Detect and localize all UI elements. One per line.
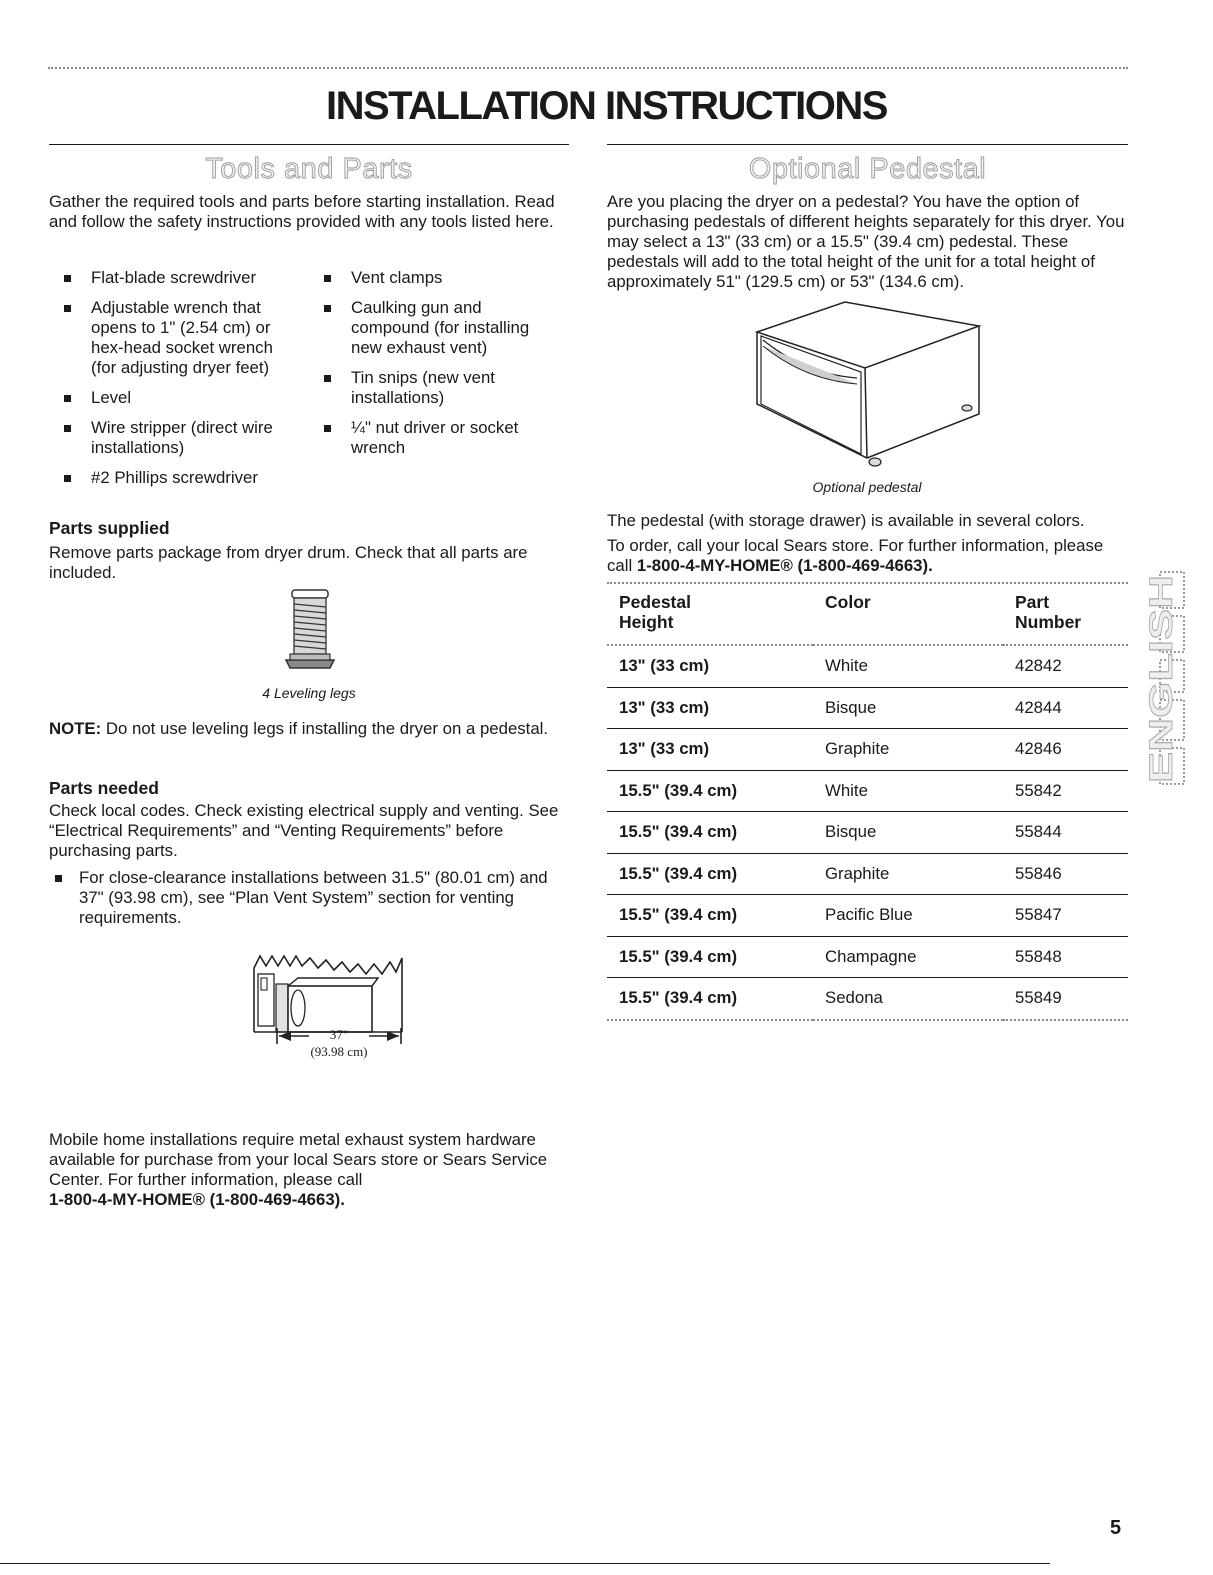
table-row (607, 978, 1128, 1020)
parts-supplied-heading: Parts supplied (49, 518, 170, 538)
side-tab-text: ENGLISH (1143, 640, 1179, 783)
cell-color: Graphite (813, 729, 1003, 771)
cell-height: 13" (33 cm) (607, 645, 813, 687)
page-title: INSTALLATION INSTRUCTIONS (326, 84, 887, 128)
tool-item: Flat-blade screwdriver (58, 268, 298, 288)
clearance-dim-inches: 37" (329, 1027, 349, 1042)
table-row (607, 936, 1128, 978)
side-language-tab (1143, 568, 1192, 790)
cell-height: 15.5" (39.4 cm) (607, 936, 813, 978)
pedestal-order-body: To order, call your local Sears store. For further information, please call (607, 536, 1104, 575)
cell-height: 13" (33 cm) (607, 687, 813, 729)
leveling-leg-icon (282, 588, 338, 676)
mobile-home-body: Mobile home installations require metal exhaust system hardware available for purchase from your local Sears store or Sears Service Center. For further information, please call (49, 1130, 548, 1189)
table-row (607, 729, 1128, 771)
cell-height: 13" (33 cm) (607, 729, 813, 771)
cell-color: Bisque (813, 687, 1003, 729)
clearance-dim-metric: (93.98 cm) (310, 1044, 368, 1059)
cell-part: 42844 (1003, 687, 1128, 729)
col-header-height (607, 592, 813, 645)
clearance-dimension (275, 1028, 403, 1070)
cell-part: 55847 (1003, 895, 1128, 937)
mobile-home-text (49, 1130, 579, 1210)
cell-color: White (813, 645, 1003, 687)
parts-needed-list (49, 868, 569, 938)
leveling-legs-caption: 4 Leveling legs (262, 685, 356, 701)
cell-part: 55849 (1003, 978, 1128, 1020)
tools-and-parts-heading: Tools and Parts (205, 153, 413, 185)
tool-item: Wire stripper (direct wire installations) (58, 418, 298, 458)
cell-part: 42842 (1003, 645, 1128, 687)
tool-item: ¼" nut driver or socket wrench (318, 418, 563, 458)
table-row (607, 853, 1128, 895)
tool-item: Adjustable wrench that opens to 1" (2.54 cm) or hex-head socket wrench (for adjusting dryer feet) (58, 298, 298, 378)
table-header-row (607, 592, 1128, 645)
cell-color: Bisque (813, 812, 1003, 854)
parts-needed-heading: Parts needed (49, 778, 159, 798)
pedestal-intro: Are you placing the dryer on a pedestal? You have the option of purchasing pedestals of different heights separately for this dryer. You may select a 13" (33 cm) or a 15.5" (39.4 cm) pedestal. These pedestals will add to the total height of the unit for a total height of approximately 51" (129.5 cm) or 53" (134.6 cm). (607, 192, 1125, 291)
pedestal-order-text (607, 536, 1128, 576)
cell-color: Graphite (813, 853, 1003, 895)
cell-part: 55842 (1003, 770, 1128, 812)
pedestal-order-phone: 1-800-4-MY-HOME® (1-800-469-4663). (636, 556, 933, 575)
page-number: 5 (1110, 1517, 1122, 1539)
parts-needed-text: Check local codes. Check existing electrical supply and venting. See “Electrical Requirements” and “Venting Requirements” before purchasing parts. (49, 801, 559, 860)
parts-supplied-text: Remove parts package from dryer drum. Check that all parts are included. (49, 543, 528, 582)
table-row (607, 770, 1128, 812)
tool-item: Tin snips (new vent installations) (318, 368, 563, 408)
col-header-part-number (1003, 592, 1128, 645)
table-row (607, 645, 1128, 687)
table-row (607, 687, 1128, 729)
pedestal-colors-text: The pedestal (with storage drawer) is available in several colors. (607, 511, 1085, 530)
closet-installation-diagram (248, 952, 408, 1034)
tool-item: Vent clamps (318, 268, 563, 288)
pedestal-caption: Optional pedestal (812, 479, 922, 495)
parts-needed-item: For close-clearance installations between 31.5" (80.01 cm) and 37" (93.98 cm), see “Plan Vent System” section for venting requirements. (49, 868, 569, 928)
cell-height: 15.5" (39.4 cm) (607, 853, 813, 895)
tools-intro: Gather the required tools and parts before starting installation. Read and follow the safety instructions provided with any tools listed here. (49, 192, 555, 231)
cell-color: Sedona (813, 978, 1003, 1020)
note-text: Do not use leveling legs if installing the dryer on a pedestal. (105, 719, 549, 738)
note (49, 719, 574, 739)
cell-part: 55846 (1003, 853, 1128, 895)
table-row (607, 812, 1128, 854)
cell-part: 42846 (1003, 729, 1128, 771)
tools-list-col2 (318, 268, 563, 468)
cell-part: 55844 (1003, 812, 1128, 854)
tool-item: Caulking gun and compound (for installing new exhaust vent) (318, 298, 563, 358)
col-header-color: Color (813, 592, 1003, 645)
top-dotted-border (48, 67, 1128, 69)
cell-color: Pacific Blue (813, 895, 1003, 937)
cell-height: 15.5" (39.4 cm) (607, 770, 813, 812)
cell-height: 15.5" (39.4 cm) (607, 812, 813, 854)
tools-list-col1 (58, 268, 298, 498)
cell-height: 15.5" (39.4 cm) (607, 895, 813, 937)
table-top-dotted-border (607, 582, 1128, 584)
note-label: NOTE: (49, 719, 102, 738)
tool-item: #2 Phillips screwdriver (58, 468, 298, 488)
optional-pedestal-heading: Optional Pedestal (748, 153, 987, 185)
cell-color: Champagne (813, 936, 1003, 978)
cell-part: 55848 (1003, 936, 1128, 978)
cell-height: 15.5" (39.4 cm) (607, 978, 813, 1020)
pedestal-illustration (745, 296, 985, 468)
table-row (607, 895, 1128, 937)
col-header-part-number-label: Part Number (1015, 592, 1082, 632)
cell-color: White (813, 770, 1003, 812)
col-header-height-label: Pedestal Height (619, 592, 691, 632)
tool-item: Level (58, 388, 298, 408)
pedestal-table (607, 592, 1128, 1021)
right-section-rule (607, 144, 1128, 145)
bottom-rule (0, 1563, 1050, 1564)
left-section-rule (49, 144, 569, 145)
mobile-home-phone: 1-800-4-MY-HOME® (1-800-469-4663). (49, 1190, 345, 1209)
